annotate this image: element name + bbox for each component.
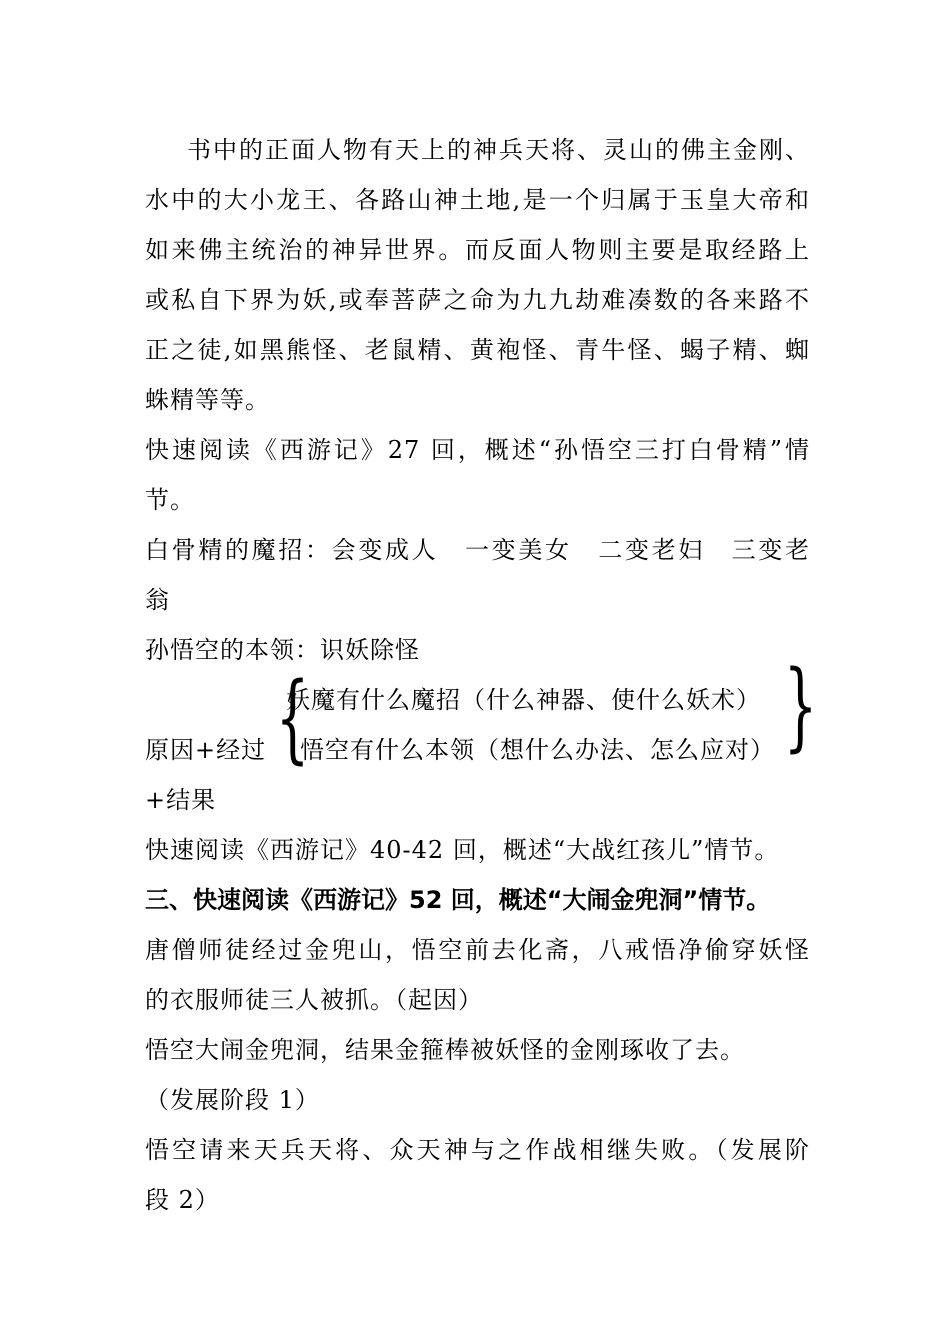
section-line: （发展阶段 1）	[145, 1086, 320, 1114]
formula-item-demon: 妖魔有什么魔招（什么神器、使什么妖术）	[286, 686, 761, 714]
formula-tail: +结果	[145, 786, 217, 814]
paragraph-line: 书中的正面人物有天上的神兵天将、灵山的佛主金刚、	[187, 136, 810, 164]
paragraph-line: 正之徒,如黑熊怪、老鼠精、黄袍怪、青牛怪、蝎子精、蜘	[145, 336, 810, 364]
section-line: 的衣服师徒三人被抓。（起因）	[145, 986, 483, 1014]
task-27-line: 节。	[145, 486, 195, 514]
wukong-skill-line: 孙悟空的本领：识妖除怪	[145, 636, 420, 664]
paragraph-line: 或私自下界为妖,或奉菩萨之命为九九劫难凑数的各来路不	[145, 286, 810, 314]
section-line: 段 2）	[145, 1186, 220, 1214]
section-line: 唐僧师徒经过金兜山，悟空前去化斋，八戒悟净偷穿妖怪	[145, 936, 810, 964]
section-line: 悟空大闹金兜洞，结果金箍棒被妖怪的金刚琢收了去。	[145, 1036, 745, 1064]
section-heading: 三、快速阅读《西游记》52 回，概述“大闹金兜洞”情节。	[145, 886, 771, 914]
formula-left-label: 原因+经过	[145, 736, 267, 764]
baigujing-line: 翁	[145, 586, 170, 614]
left-brace: {	[275, 662, 310, 774]
paragraph-line: 如来佛主统治的神异世界。而反面人物则主要是取经路上	[145, 236, 810, 264]
baigujing-line: 白骨精的魔招：会变成人 一变美女 二变老妇 三变老	[145, 536, 810, 564]
right-brace: }	[783, 650, 818, 762]
section-line: 悟空请来天兵天将、众天神与之作战相继失败。（发展阶	[145, 1136, 810, 1164]
formula-item-wukong: 悟空有什么本领（想什么办法、怎么应对）	[300, 736, 775, 764]
task-27-line: 快速阅读《西游记》27 回，概述“孙悟空三打白骨精”情	[145, 436, 810, 464]
paragraph-line: 蛛精等等。	[145, 386, 270, 414]
paragraph-line: 水中的大小龙王、各路山神土地,是一个归属于玉皇大帝和	[145, 186, 810, 214]
task-40-line: 快速阅读《西游记》40-42 回，概述“大战红孩儿”情节。	[145, 836, 780, 864]
